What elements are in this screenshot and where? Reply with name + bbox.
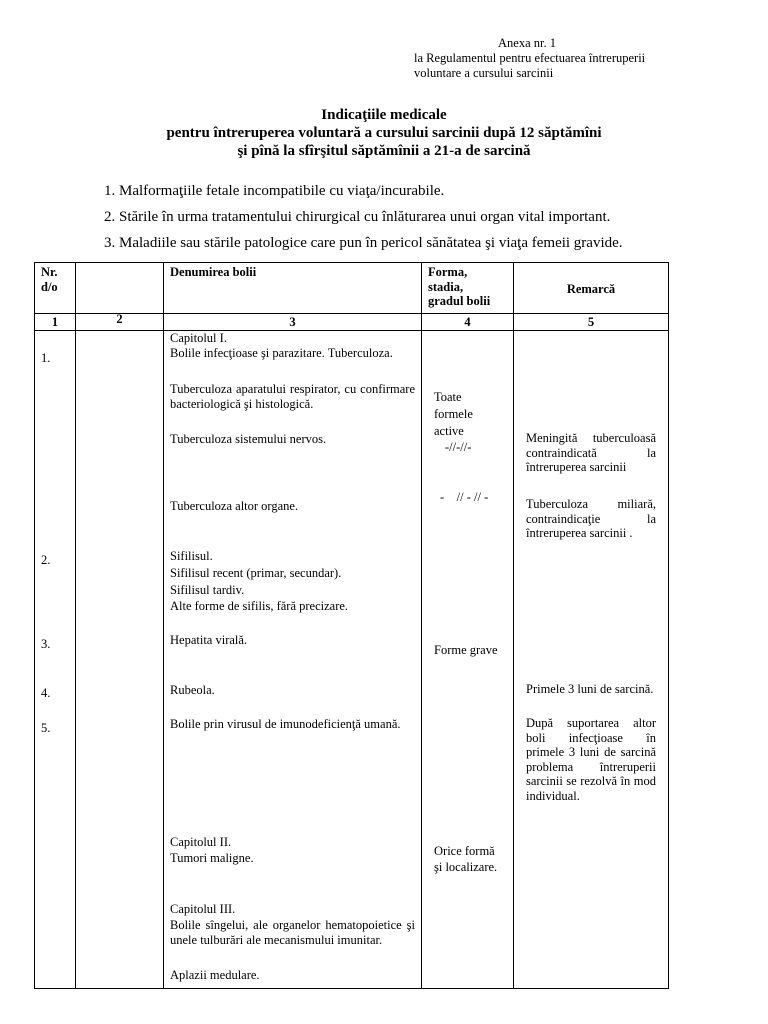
disease-tb-respiratory: Tuberculoza aparatului respirator, cu confirmare bacteriologică şi histologică. [170, 382, 415, 411]
header-empty [76, 263, 164, 314]
form-all-active-3: active [434, 424, 464, 438]
remark-after-infection: După suportarea altor boli infecţioase în primele 3 luni de sarcină problema întreruperii sarcinii se rezolvă în mod individual. [526, 716, 656, 803]
form-all-active-1: Toate [434, 390, 462, 404]
title-line-1: Indicaţiile medicale [321, 107, 447, 123]
row-number-4: 4. [41, 686, 51, 700]
indications-table [34, 262, 669, 989]
chapter-1-title: Capitolul I. [170, 331, 227, 345]
header-form-line1: Forma, [428, 265, 468, 279]
chapter-3-title: Capitolul III. [170, 902, 236, 916]
remark-first-3-months: Primele 3 luni de sarcină. [526, 682, 654, 696]
table-body-row [35, 331, 669, 989]
header-remark: Remarcă [514, 263, 669, 314]
annex-line-2: la Regulamentul pentru efectuarea întreruperii [414, 51, 646, 65]
form-ditto-1: -//-//- [445, 440, 472, 454]
column-number-row [35, 314, 669, 331]
disease-aplazii: Aplazii medulare. [170, 968, 260, 982]
document-title [0, 106, 768, 160]
annex-line-3: voluntare a cursului sarcinii [414, 66, 554, 80]
annex-line-1: Anexa nr. 1 [498, 36, 556, 50]
col-number-5: 5 [514, 314, 669, 331]
disease-syphilis-recent: Sifilisul recent (primar, secundar). [170, 566, 342, 580]
indication-item-2: 2. Stările în urma tratamentului chirurgical cu înlăturarea unui organ vital important. [104, 209, 611, 225]
disease-tb-nervous: Tuberculoza sistemului nervos. [170, 432, 327, 446]
indication-item-3: 3. Maladiile sau stările patologice care pun în pericol sănătatea şi viaţa femeii gravide. [104, 235, 623, 251]
disease-tb-other: Tuberculoza altor organe. [170, 499, 299, 513]
title-line-2: pentru întreruperea voluntară a cursului sarcinii după 12 săptămîni [166, 125, 602, 141]
col-number-1: 1 [35, 314, 76, 331]
form-severe: Forme grave [434, 643, 498, 657]
disease-rubeola: Rubeola. [170, 683, 215, 697]
form-all-active-2: formele [434, 407, 473, 421]
header-disease: Denumirea bolii [164, 263, 422, 314]
annex-header [414, 36, 645, 81]
form-any-1: Orice formă [434, 844, 495, 858]
chapter-1-name: Bolile infecţioase şi parazitare. Tuberculoza. [170, 346, 393, 360]
header-form-line3: gradul bolii [428, 294, 491, 308]
chapter-3-name: Bolile sîngelui, ale organelor hematopoietice şi unele tulburări ale mecanismului imunitar. [170, 918, 415, 947]
disease-hepatitis: Hepatita virală. [170, 633, 248, 647]
disease-hiv: Bolile prin virusul de imunodeficienţă umană. [170, 717, 401, 731]
cell-row-numbers [35, 331, 76, 989]
header-nr [35, 263, 76, 314]
col-number-4: 4 [422, 314, 514, 331]
remark-meningitis: Meningită tuberculoasă contraindicată la întreruperea sarcinii [526, 431, 656, 474]
col-number-3: 3 [164, 314, 422, 331]
header-nr-line2: d/o [41, 279, 58, 294]
disease-syphilis: Sifilisul. [170, 549, 213, 563]
remark-miliary: Tuberculoza miliară, contraindicaţie la întreruperea sarcinii . [526, 497, 656, 540]
indication-item-1: 1. Malformaţiile fetale incompatibile cu viaţa/incurabile. [104, 183, 445, 199]
cell-remarks [514, 331, 669, 989]
chapter-2-title: Capitolul II. [170, 835, 232, 849]
indication-list [104, 178, 623, 256]
row-number-5: 5. [41, 721, 51, 735]
form-any-2: şi localizare. [434, 860, 498, 874]
col-number-2: 2 [76, 314, 164, 331]
row-number-3: 3. [41, 637, 51, 651]
header-nr-line1: Nr. [41, 265, 58, 279]
title-line-3: şi pînă la sfîrşitul săptămînii a 21-a de sarcină [237, 143, 531, 159]
disease-syphilis-late: Sifilisul tardiv. [170, 583, 245, 597]
header-form [422, 263, 514, 314]
disease-syphilis-other: Alte forme de sifilis, fără precizare. [170, 599, 349, 613]
table-header-row [35, 263, 669, 314]
header-form-line2: stadia, [428, 279, 464, 294]
cell-forms [422, 331, 514, 989]
form-ditto-2: - // - // - [440, 490, 489, 504]
row-number-2: 2. [41, 553, 51, 567]
chapter-2-name: Tumori maligne. [170, 851, 254, 865]
row-number-1: 1. [41, 351, 51, 365]
cell-diseases [164, 331, 422, 989]
cell-col2-empty [76, 331, 164, 989]
